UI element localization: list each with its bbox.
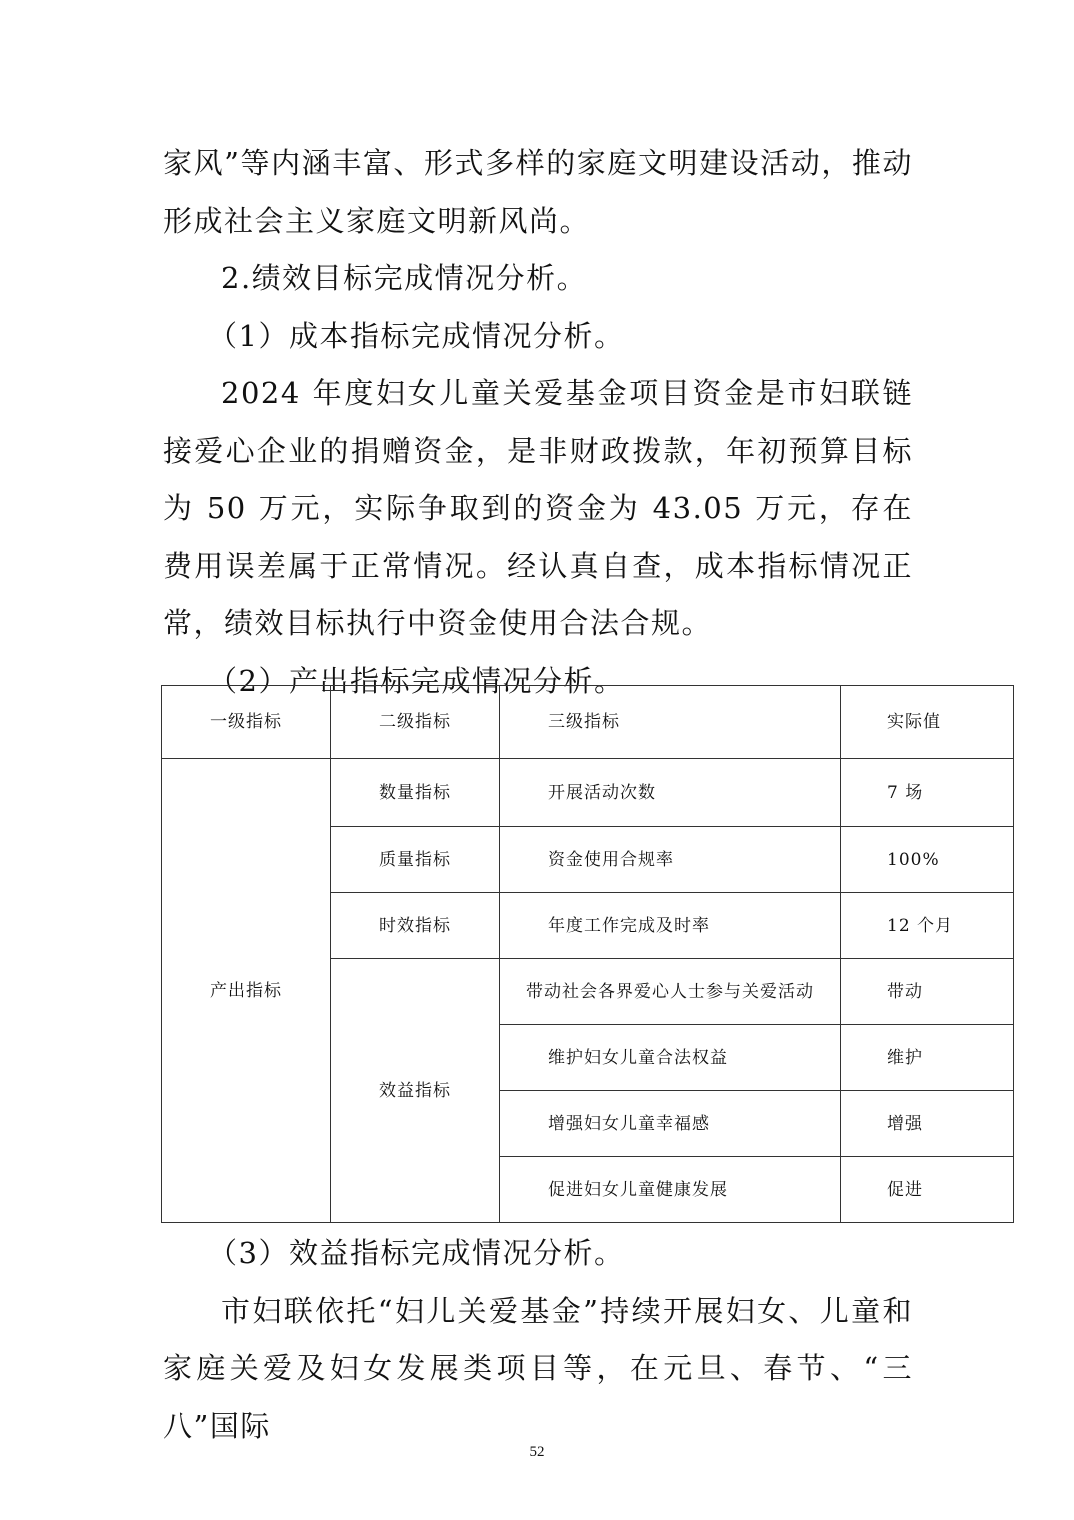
cell-value: 增强 <box>841 1091 1014 1157</box>
cell-level2: 数量指标 <box>331 759 500 827</box>
text-block-bottom <box>163 1225 913 1455</box>
table-header-row <box>162 686 1014 759</box>
header-level2: 二级指标 <box>331 686 500 759</box>
cell-level3: 维护妇女儿童合法权益 <box>500 1025 841 1091</box>
cell-value: 维护 <box>841 1025 1014 1091</box>
cell-level2: 效益指标 <box>331 959 500 1223</box>
cell-level1: 产出指标 <box>162 759 331 1223</box>
cell-value: 7 场 <box>841 759 1014 827</box>
cell-level3: 开展活动次数 <box>500 759 841 827</box>
cell-level3: 促进妇女儿童健康发展 <box>500 1157 841 1223</box>
cell-level3: 资金使用合规率 <box>500 827 841 893</box>
cell-level3: 增强妇女儿童幸福感 <box>500 1091 841 1157</box>
cell-level2: 质量指标 <box>331 827 500 893</box>
cell-value: 促进 <box>841 1157 1014 1223</box>
section-heading-2: 2.绩效目标完成情况分析。 <box>221 261 588 295</box>
subsection-heading-output: （2）产出指标完成情况分析。 <box>208 663 625 698</box>
paragraph-cost-analysis: 2024 年度妇女儿童关爱基金项目资金是市妇联链接爱心企业的捐赠资金，是非财政拨款，年初预算目标为 50 万元，实际争取到的资金为 43.05 万元，存在费用误差属于正常情况。经认真自查，成本指标情况正常，绩效目标执行中资金使用合法合规。 <box>163 376 913 640</box>
cell-value: 12 个月 <box>841 893 1014 959</box>
table-row <box>162 759 1014 827</box>
header-value: 实际值 <box>841 686 1014 759</box>
cell-level3: 带动社会各界爱心人士参与关爱活动 <box>500 959 841 1025</box>
header-level3: 三级指标 <box>500 686 841 759</box>
paragraph-continuation: 家风”等内涵丰富、形式多样的家庭文明建设活动，推动形成社会主义家庭文明新风尚。 <box>163 146 913 238</box>
indicator-table <box>161 685 1014 1223</box>
cell-value: 带动 <box>841 959 1014 1025</box>
page-number: 52 <box>529 1444 545 1460</box>
text-block-top <box>163 135 913 710</box>
paragraph-benefit-analysis: 市妇联依托“妇儿关爱基金”持续开展妇女、儿童和家庭关爱及妇女发展类项目等，在元旦、春节、“三八”国际 <box>163 1293 913 1443</box>
subsection-heading-cost: （1）成本指标完成情况分析。 <box>208 318 625 353</box>
cell-value: 100% <box>841 827 1014 893</box>
cell-level3: 年度工作完成及时率 <box>500 893 841 959</box>
subsection-heading-benefit: （3）效益指标完成情况分析。 <box>208 1236 625 1270</box>
header-level1: 一级指标 <box>162 686 331 759</box>
cell-level2: 时效指标 <box>331 893 500 959</box>
